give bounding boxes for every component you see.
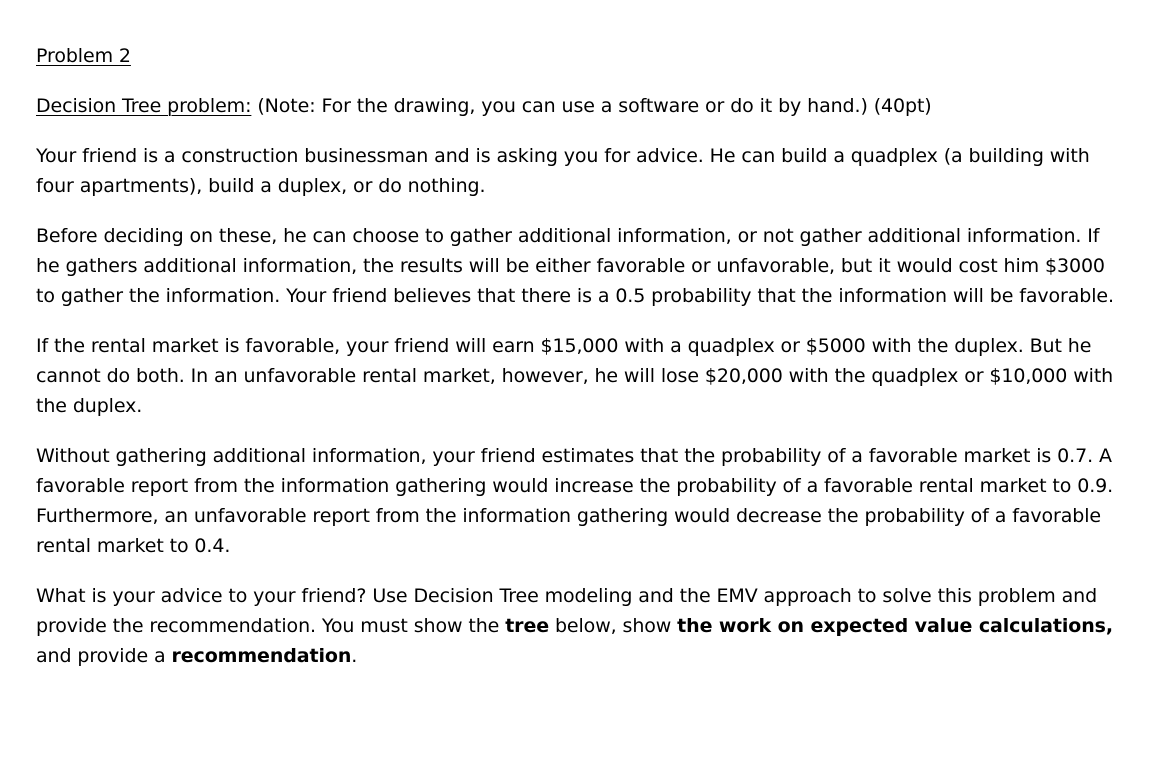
instructions-text-1: What is your advice to your friend? Use Decision Tree modeling and the EMV approach to solve this problem and provide the recommendation. You must show the (36, 585, 1098, 637)
problem-subtitle-line (36, 91, 1126, 121)
problem-title-line (36, 41, 1126, 71)
instructions-bold-work: the work on expected value calculations, (677, 615, 1113, 637)
subtitle-label: Decision Tree problem: (36, 95, 252, 117)
paragraph-probabilities: Without gathering additional information, your friend estimates that the probability of a favorable market is 0.7. A favorable report from the information gathering would increase the probability of a favorable rental market to 0.9. Furthermore, an unfavorable report from the information gathering would decrease the probability of a favorable rental market to 0.4. (36, 445, 1114, 557)
paragraph-intro: Your friend is a construction businessman and is asking you for advice. He can build a quadplex (a building with four apartments), build a duplex, or do nothing. (36, 145, 1090, 197)
instructions-text-3: and provide a (36, 645, 172, 667)
paragraph-payoffs: If the rental market is favorable, your friend will earn $15,000 with a quadplex or $5000 with the duplex. But he cannot do both. In an unfavorable rental market, however, he will lose $20,000 with the quadplex or $10,000 with the duplex. (36, 335, 1114, 417)
problem-title: Problem 2 (36, 45, 131, 67)
paragraph-information: Before deciding on these, he can choose to gather additional information, or not gather additional information. If he gathers additional information, the results will be either favorable or unfavorable, but it would cost him $3000 to gather the information. Your friend believes that there is a 0.5 probability that the information will be favorable. (36, 225, 1114, 307)
subtitle-note: (Note: For the drawing, you can use a software or do it by hand.) (40pt) (251, 95, 932, 117)
instructions-bold-recommendation: recommendation (171, 645, 352, 667)
instructions-text-2: below, show (549, 615, 678, 637)
document-body (36, 41, 1126, 691)
paragraph-instructions (36, 581, 1126, 671)
instructions-bold-tree: tree (505, 615, 550, 637)
instructions-text-4: . (351, 645, 358, 667)
